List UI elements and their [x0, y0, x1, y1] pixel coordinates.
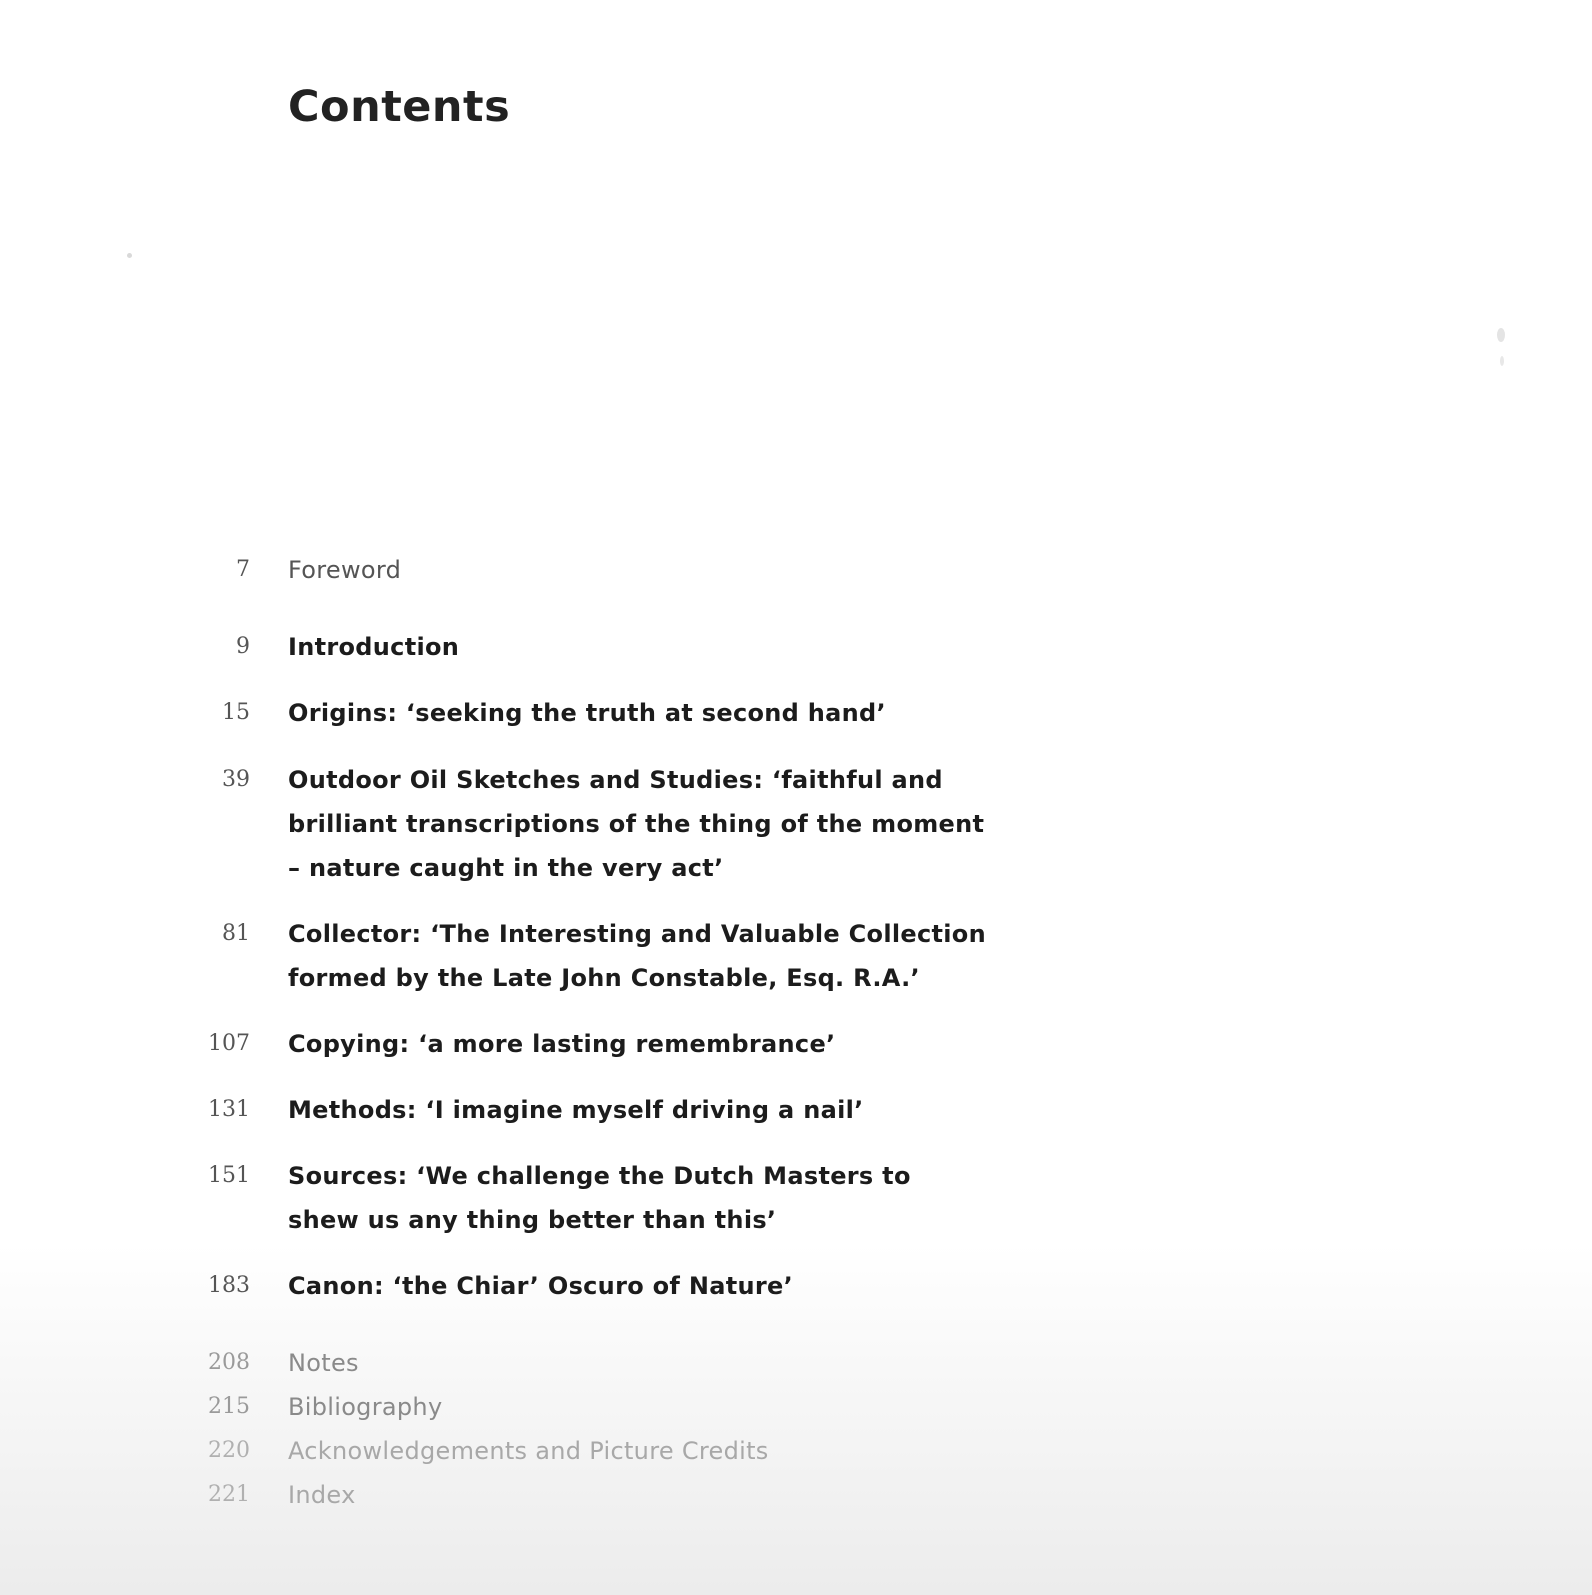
toc-page-number: 208	[208, 1350, 250, 1375]
scan-speck	[1500, 356, 1504, 366]
toc-page-number: 215	[208, 1394, 250, 1419]
toc-page-number: 107	[208, 1031, 250, 1056]
toc-entry-title: Notes	[288, 1349, 359, 1377]
toc-entry-title: Copying: ‘a more lasting remembrance’	[288, 1030, 836, 1058]
toc-entry-title: Sources: ‘We challenge the Dutch Masters to shew us any thing better than this’	[288, 1162, 911, 1234]
toc-entry-title: Canon: ‘the Chiar’ Oscuro of Nature’	[288, 1272, 794, 1300]
toc-entry-title: Collector: ‘The Interesting and Valuable Collection formed by the Late John Constable, Esq. R.A.’	[288, 920, 986, 992]
page-title: Contents	[288, 82, 511, 132]
toc-page-number: 15	[222, 700, 250, 725]
toc-page-number: 131	[208, 1097, 250, 1122]
toc-entry-title: Acknowledgements and Picture Credits	[288, 1437, 769, 1465]
toc-page-number: 220	[208, 1438, 250, 1463]
toc-entry-title: Index	[288, 1481, 356, 1509]
toc-page-number: 39	[222, 767, 250, 792]
toc-page-number: 9	[236, 634, 250, 659]
toc-entry-title: Introduction	[288, 633, 460, 661]
scan-speck	[127, 253, 132, 258]
toc-entry-title: Foreword	[288, 556, 402, 584]
toc-page-number: 221	[208, 1482, 250, 1507]
toc-entry-title: Methods: ‘I imagine myself driving a nail’	[288, 1096, 864, 1124]
toc-page-number: 7	[236, 557, 250, 582]
scan-speck	[1497, 328, 1505, 342]
toc-entry-title: Bibliography	[288, 1393, 443, 1421]
toc-page-number: 81	[222, 921, 250, 946]
toc-page-number: 183	[208, 1273, 250, 1298]
toc-page-number: 151	[208, 1163, 250, 1188]
toc-entry-title: Origins: ‘seeking the truth at second hand’	[288, 699, 886, 727]
toc-entry-title: Outdoor Oil Sketches and Studies: ‘faithful and brilliant transcriptions of the thing of the moment – nature caught in the very act’	[288, 766, 985, 882]
